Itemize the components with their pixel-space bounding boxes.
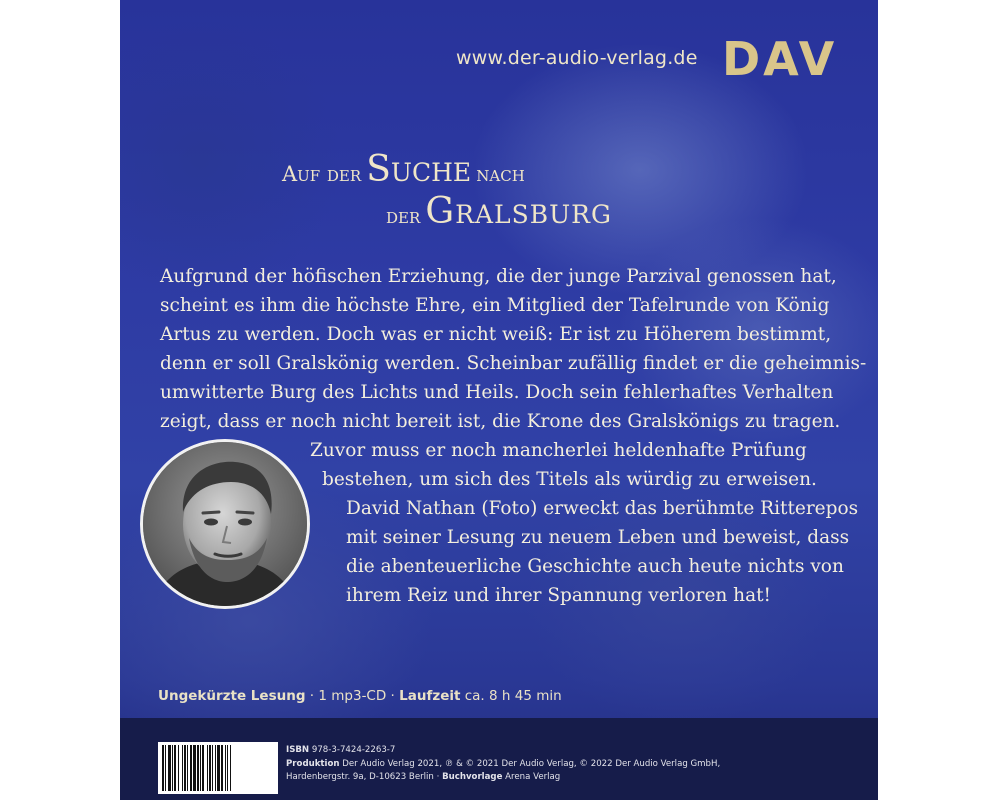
source-value: Arena Verlag	[502, 772, 561, 782]
description-line: bestehen, um sich des Titels als würdig zu erweisen.	[322, 469, 817, 490]
dav-logo: DAV	[722, 32, 838, 86]
barcode-bar	[172, 745, 173, 791]
title-word-emphasis: Suche	[366, 149, 472, 190]
production-label: Produktion	[286, 758, 340, 769]
description-line: scheint es ihm die höchste Ehre, ein Mitglied der Tafelrunde von König	[160, 295, 830, 316]
isbn-line	[286, 744, 720, 758]
barcode-bar	[225, 745, 226, 791]
title-word: der	[386, 204, 421, 228]
production-value: Der Audio Verlag 2021, ℗ & © 2021 Der Audio Verlag, © 2022 Der Audio Verlag GmbH,	[339, 758, 721, 769]
runtime-value: ca. 8 h 45 min	[460, 688, 562, 704]
isbn-value: 978-3-7424-2263-7	[309, 745, 396, 755]
narrator-photo	[140, 439, 310, 609]
title-word-emphasis: Gralsburg	[425, 191, 612, 232]
address-line	[286, 771, 720, 785]
narrator-line: ihrem Reiz und ihrer Spannung verloren hat!	[346, 585, 771, 606]
title-word: nach	[476, 162, 525, 186]
barcode-bars	[158, 742, 278, 794]
barcode-bar	[168, 745, 171, 791]
separator: ·	[386, 688, 400, 704]
barcode	[158, 742, 278, 794]
address-value: Hardenbergstr. 9a, D-10623 Berlin ·	[286, 772, 443, 782]
separator: ·	[305, 688, 319, 704]
barcode-bar	[207, 745, 208, 791]
narrator-text	[346, 494, 858, 610]
cover-back	[120, 0, 878, 800]
description-line: Artus zu werden. Doch was er nicht weiß: Er ist zu Höherem bestimmt,	[160, 324, 832, 345]
edition-label: Ungekürzte Lesung	[158, 688, 306, 704]
barcode-bar	[230, 745, 231, 791]
source-label: Buchvorlage	[442, 772, 503, 782]
description-line: zeigt, dass er noch nicht bereit ist, die Krone des Gralskönigs zu tragen.	[160, 411, 841, 432]
barcode-bar	[221, 745, 223, 791]
barcode-bar	[174, 745, 176, 791]
product-info	[158, 688, 562, 704]
barcode-bar	[187, 745, 188, 791]
narrator-line: die abenteuerliche Geschichte auch heute nichts von	[346, 556, 844, 577]
legal-footer	[120, 718, 878, 800]
barcode-bar	[217, 745, 220, 791]
narrator-line: David Nathan (Foto) erweckt das berühmte Ritterepos	[346, 498, 859, 519]
barcode-bar	[197, 745, 199, 791]
description-line: Aufgrund der höfischen Erziehung, die der junge Parzival genossen hat,	[160, 266, 837, 287]
barcode-bar	[162, 745, 164, 791]
publisher-url[interactable]: www.der-audio-verlag.de	[456, 47, 698, 69]
runtime-label: Laufzeit	[399, 688, 461, 704]
portrait-illustration	[143, 442, 307, 606]
barcode-bar	[184, 745, 186, 791]
barcode-bar	[182, 745, 183, 791]
barcode-bar	[165, 745, 166, 791]
barcode-bar	[190, 745, 192, 791]
narrator-line: mit seiner Lesung zu neuem Leben und beweist, dass	[346, 527, 850, 548]
barcode-bar	[227, 745, 228, 791]
isbn-label: ISBN	[286, 745, 310, 755]
title-word: Auf der	[282, 162, 362, 186]
description-line: umwitterte Burg des Lichts und Heils. Doch sein fehlerhaftes Verhalten	[160, 382, 834, 403]
description-line: Zuvor muss er noch mancherlei heldenhafte Prüfung	[310, 440, 807, 461]
barcode-bar	[202, 745, 204, 791]
barcode-bar	[193, 745, 196, 791]
barcode-bar	[200, 745, 201, 791]
production-line	[286, 758, 720, 772]
legal-text	[286, 744, 720, 785]
barcode-bar	[209, 745, 211, 791]
format-value: 1 mp3-CD	[318, 688, 387, 704]
barcode-bar	[212, 745, 213, 791]
description-line: denn er soll Gralskönig werden. Scheinbar zufällig findet er die geheimnis-	[160, 353, 867, 374]
title-line-2	[386, 190, 612, 240]
barcode-bar	[178, 745, 179, 791]
barcode-bar	[215, 745, 216, 791]
